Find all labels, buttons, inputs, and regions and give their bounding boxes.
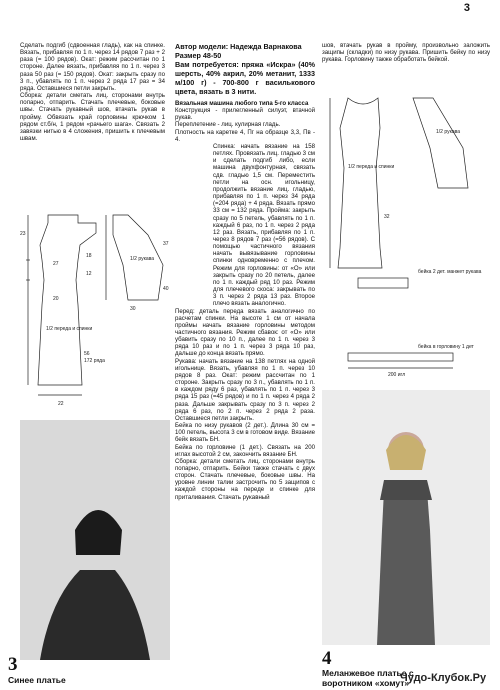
diagram-label: бейка 2 дет. манжет рукава xyxy=(418,269,482,275)
dim-label: 37 xyxy=(163,241,169,247)
caption-number: 3 xyxy=(8,654,18,675)
dim-label: 22 xyxy=(58,401,64,407)
paragraph: шов, втачать рукав в пройму, произвольно заложить защипы (складки) по низу рукава. Пришить бейку по низу рукава. Горловину также обработать бейкой. xyxy=(322,42,490,64)
paragraph: Перед: деталь переда вязать аналогично по расчетам спинки. На высоте 1 см от начала проймы начать вязание горловины методом частичного вязания. Режим сбавок: от «О» или убавить сразу по 10 п., далее по 1 п. через 3 ряда 10 раз и по 1 п. через 3 ряда 10 раз, дальше до конца вязать прямо. xyxy=(175,307,315,358)
photo-blue-dress xyxy=(20,420,170,660)
dim-label: 18 xyxy=(86,253,92,259)
paragraph: Сборка: детали сметать лиц. сторонами внутрь попарно, отпарить. Стачать плечевые, боковые швы. Стачать рукавный шов, втачать рукав в пройму. Обвязать край горловины крючком 1 рядом ст.б/н, 1 рядом «рачьего шага». Связать 2 завязки нитью в 4 сложения, пришить к плечевым швам. xyxy=(20,92,165,143)
dim-label: 12 xyxy=(86,271,92,277)
dim-label: 20 xyxy=(53,296,59,302)
dim-label: 23 xyxy=(20,231,26,237)
diagram-label: 1/2 рукава xyxy=(130,256,155,262)
photo-melange-dress xyxy=(322,390,490,645)
dim-label: 32 xyxy=(384,214,390,220)
watermark: Чудо-Клубок.Ру xyxy=(400,672,487,684)
dim-label: 27 xyxy=(53,261,59,267)
diagram-label: 172 ряда xyxy=(84,358,105,364)
caption-title: Меланжевое платье с воротником «хомут» xyxy=(322,668,414,688)
dim-label: 30 xyxy=(130,306,136,312)
paragraph: Спинка: начать вязание на 158 петлях. Провязать лиц. гладью 3 см и сделать подгиб либо, если машина двухфонтурная, связать сдв. гладью 1,5 см. Переместить петли на осн. игольницу, продолжить вязание лиц. гладью, прибавляя по 1 п. через 34 ряда (=204 ряда) + 4 ряда. Вязать прямо 33 см = 132 ряда. Пройма: закрыть сразу по 5 петель, убавлять по 1 п. каждый 6 раз, по 1 п. через 2 ряда 12 раз. Вязать, прибавляя по 1 п. через 8 рядов 7 раз (=56 рядов). С помощью частичного вязания начать вывязывание горловины спинки одновременно с плечом. Режим для горловины: от «О» или закрыть сразу по 20 петель, далее по 1 п. каждый ряд 10 раз. Режим для плечевого скоса: закрывать по 3 п. через 2 ряда 13 раз. Второе плечо вязать аналогично. xyxy=(213,142,315,308)
diagram-label: бейка в горловину 1 дет xyxy=(418,344,474,350)
instructions-column-1 xyxy=(20,42,165,142)
caption-number: 4 xyxy=(322,648,332,669)
model-yarn: Вам потребуется: пряжа «Искра» (40% шерсть, 40% акрил, 20% метанит, 1333 м/100 г) - 700-800 г василькового цвета, вязать в 3 нити. xyxy=(175,60,315,96)
paragraph: Переплетение - лиц. кулирная гладь. xyxy=(175,121,281,129)
paragraph: Сборка: детали сметать лиц. сторонами внутрь попарно, отпарить. Бейки также стачать с двух сторон. Стачать плечевые, боковые швы. На уровне линии талии застрочить по 5 защипов с каждой стороны на переде и спинке для приталивания. Стачать рукавный xyxy=(175,457,315,501)
caption-title: Синее платье xyxy=(8,675,66,685)
diagram-label: 1/2 переда и спинки xyxy=(46,326,93,332)
paragraph: Конструкция - прилегленный силуэт, втачной рукав. xyxy=(175,107,315,122)
paragraph: Вязальная машина любого типа 5-го класса xyxy=(175,100,309,107)
pattern-diagram-front-back xyxy=(18,205,178,415)
page-number: 3 xyxy=(463,2,470,14)
dress-photo-image xyxy=(322,390,490,645)
paragraph: Плотность на каретке 4, Пг на образце 3,3, Пв - 4. xyxy=(175,128,315,143)
diagram-label: 1/2 переда и спинки xyxy=(348,164,395,170)
diagram-label: 200 игл xyxy=(388,372,406,378)
instructions-column-3 xyxy=(322,42,490,63)
paragraph: Бейка по низу рукавов (2 дет.). Длина 30 см = 100 петель, высота 3 см в готовом виде. Вязание бейк вязать БН. xyxy=(175,422,315,444)
model-author: Автор модели: Надежда Варнакова xyxy=(175,42,302,51)
dress-photo-image xyxy=(20,420,170,660)
paragraph: Рукава: начать вязание на 138 петлях на одной игольнице. Вязать, убавляя по 1 п. через 10 рядов 8 раз. Окат: режим рассчитан по 1 стороне. Закрыть сразу по 3 п., убавлять по 1 п. в каждом ряду 6 раз, убавлять по 1 п. через 3 ряда 15 раз (=45 рядов) и по 1 п. через 4 ряда 2 раза. Дальше закрывать сразу по 3 п. через 2 ряда 6 раз, по 2 п. через 2 ряда 2 раза. Оставшиеся петли закрыть. xyxy=(175,357,315,422)
instructions-column-2 xyxy=(175,42,315,501)
pattern-diagram-dress xyxy=(318,88,493,388)
dim-label: 40 xyxy=(163,286,169,292)
model-info xyxy=(175,42,315,96)
paragraph: Бейка по горловине (1 дет.). Связать на 200 иглах высотой 2 см, закончить вязание БН. xyxy=(175,443,315,458)
paragraph: Сделать подгиб (сдвоенная гладь), как на спинке. Вязать, прибавляя по 1 п. через 14 рядов 7 раз + 2 раза (= 100 рядов). Окат: режим рассчитан по 1 стороне. Далее вязать, прибавляя по 1 п. через 3 раза 50 раз (= 150 рядов). Окат: закрыть сразу по 3 п., убавлять по 1 п. через 2 ряда 17 раз = 34 ряда. Оставшиеся петли закрыть. xyxy=(20,42,165,92)
diagram-label: 1/2 рукава xyxy=(436,129,461,135)
dim-label: 56 xyxy=(84,351,90,357)
model-size: Размер 48-50 xyxy=(175,51,222,60)
